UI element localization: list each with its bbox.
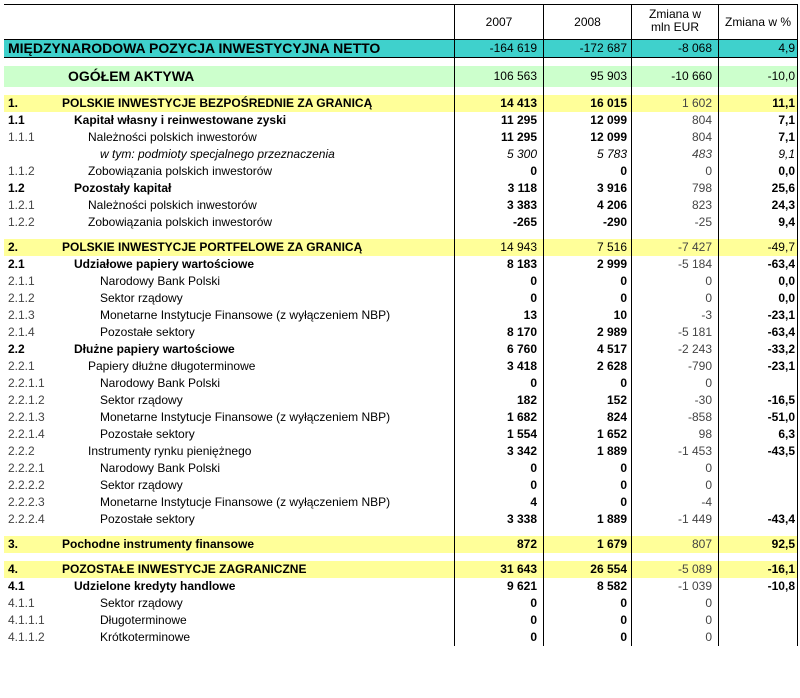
header-change-eur-line2: mln EUR — [650, 20, 699, 34]
value-2008: 16 015 — [544, 95, 632, 112]
investment-position-table — [4, 4, 798, 646]
value-2008: 0 — [544, 595, 632, 612]
table-row — [4, 273, 798, 290]
table-row — [4, 392, 798, 409]
row-number: 4.1.1 — [8, 596, 35, 610]
row-number: 3. — [8, 537, 19, 551]
table-row — [4, 375, 798, 392]
table-row — [4, 477, 798, 494]
table-row — [4, 511, 798, 528]
row-number: 2.1.3 — [8, 308, 35, 322]
table-row — [4, 129, 798, 146]
header-change-eur-line1: Zmiana w — [648, 7, 701, 21]
table-row — [4, 578, 798, 595]
value-change: -1 453 — [632, 443, 719, 460]
row-number: 4.1 — [8, 579, 25, 593]
row-number: 2.2.2 — [8, 444, 35, 458]
value-2007: 1 554 — [455, 426, 544, 443]
value-pct — [719, 477, 798, 494]
value-2007: 0 — [455, 375, 544, 392]
row-label: Instrumenty rynku pieniężnego — [58, 443, 455, 460]
value-pct — [719, 629, 798, 646]
value-2007: 31 643 — [455, 561, 544, 578]
value-2007: 5 300 — [455, 146, 544, 163]
value-2008: 12 099 — [544, 112, 632, 129]
row-label: POLSKIE INWESTYCJE BEZPOŚREDNIE ZA GRANICĄ — [58, 95, 455, 112]
value-pct: 7,1 — [719, 112, 798, 129]
header-desc-cell — [58, 5, 455, 39]
row-label: Pochodne instrumenty finansowe — [58, 536, 455, 553]
value-pct: -33,2 — [719, 341, 798, 358]
value-2008: 152 — [544, 392, 632, 409]
value-2007: 6 760 — [455, 341, 544, 358]
value-change: 483 — [632, 146, 719, 163]
value-2007: 3 418 — [455, 358, 544, 375]
value-2007: 0 — [455, 460, 544, 477]
row-label: Narodowy Bank Polski — [58, 375, 455, 392]
row-number: 2.2.1.4 — [8, 427, 45, 441]
net-position-2008: -172 687 — [544, 40, 632, 57]
value-change: 0 — [632, 460, 719, 477]
row-number: 2.2.1.1 — [8, 376, 45, 390]
value-2007: 0 — [455, 595, 544, 612]
table-row — [4, 494, 798, 511]
value-2008: 7 516 — [544, 239, 632, 256]
row-number: 1.2 — [8, 181, 25, 195]
value-pct: 0,0 — [719, 163, 798, 180]
value-pct: -43,4 — [719, 511, 798, 528]
value-pct: 92,5 — [719, 536, 798, 553]
row-label: Udzielone kredyty handlowe — [58, 578, 455, 595]
table-row — [4, 460, 798, 477]
value-2007: 9 621 — [455, 578, 544, 595]
value-change: 98 — [632, 426, 719, 443]
row-label: Narodowy Bank Polski — [58, 460, 455, 477]
value-pct: 25,6 — [719, 180, 798, 197]
value-2007: 0 — [455, 273, 544, 290]
row-number: 2. — [8, 240, 19, 254]
value-2008: 0 — [544, 163, 632, 180]
table-row — [4, 256, 798, 273]
total-assets-2007: 106 563 — [455, 66, 544, 87]
row-label: Należności polskich inwestorów — [58, 129, 455, 146]
table-row — [4, 324, 798, 341]
value-pct: -10,8 — [719, 578, 798, 595]
value-2008: 8 582 — [544, 578, 632, 595]
row-number: 2.2.2.1 — [8, 461, 45, 475]
table-row — [4, 239, 798, 256]
value-2008: 3 916 — [544, 180, 632, 197]
row-number: 4. — [8, 562, 19, 576]
value-pct: 0,0 — [719, 290, 798, 307]
value-change: 0 — [632, 375, 719, 392]
total-assets-label: OGÓŁEM AKTYWA — [58, 66, 455, 87]
value-pct: -51,0 — [719, 409, 798, 426]
value-2007: 11 295 — [455, 112, 544, 129]
value-2007: 0 — [455, 163, 544, 180]
value-change: -5 184 — [632, 256, 719, 273]
value-2007: 182 — [455, 392, 544, 409]
value-pct: 9,4 — [719, 214, 798, 231]
value-pct: 6,3 — [719, 426, 798, 443]
row-label: Krótkoterminowe — [58, 629, 455, 646]
value-change: 798 — [632, 180, 719, 197]
value-2008: 1 652 — [544, 426, 632, 443]
table-row — [4, 409, 798, 426]
value-change: -790 — [632, 358, 719, 375]
value-change: 0 — [632, 595, 719, 612]
row-number: 2.2.2.4 — [8, 512, 45, 526]
table-row — [4, 595, 798, 612]
value-2007: 8 183 — [455, 256, 544, 273]
row-number: 1. — [8, 96, 19, 110]
table-row — [4, 561, 798, 578]
row-label: Pozostałe sektory — [58, 426, 455, 443]
value-change: -5 089 — [632, 561, 719, 578]
row-number: 2.2.2.3 — [8, 495, 45, 509]
net-position-2007: -164 619 — [455, 40, 544, 57]
row-number: 4.1.1.2 — [8, 630, 45, 644]
row-number: 2.2.1 — [8, 359, 35, 373]
table-row — [4, 358, 798, 375]
value-pct: 0,0 — [719, 273, 798, 290]
row-number: 1.2.2 — [8, 215, 35, 229]
row-label: Długoterminowe — [58, 612, 455, 629]
value-2008: 0 — [544, 629, 632, 646]
value-2007: 3 342 — [455, 443, 544, 460]
row-number: 2.1 — [8, 257, 25, 271]
value-pct: -23,1 — [719, 307, 798, 324]
value-change: -1 449 — [632, 511, 719, 528]
value-change: 1 602 — [632, 95, 719, 112]
value-change: 804 — [632, 129, 719, 146]
value-2008: -290 — [544, 214, 632, 231]
row-label: Monetarne Instytucje Finansowe (z wyłączeniem NBP) — [58, 307, 455, 324]
total-assets-pct: -10,0 — [719, 66, 798, 87]
value-2007: 11 295 — [455, 129, 544, 146]
value-2008: 1 679 — [544, 536, 632, 553]
value-2007: 14 413 — [455, 95, 544, 112]
value-change: 0 — [632, 612, 719, 629]
table-row — [4, 290, 798, 307]
row-label: Należności polskich inwestorów — [58, 197, 455, 214]
value-change: -30 — [632, 392, 719, 409]
table-row — [4, 180, 798, 197]
net-position-row — [4, 39, 798, 58]
header-num-cell — [4, 5, 58, 39]
value-change: -25 — [632, 214, 719, 231]
value-2008: 2 989 — [544, 324, 632, 341]
row-number: 1.1.2 — [8, 164, 35, 178]
value-pct: -16,1 — [719, 561, 798, 578]
value-pct: -16,5 — [719, 392, 798, 409]
value-change: 0 — [632, 163, 719, 180]
spacer — [4, 231, 798, 239]
table-row — [4, 197, 798, 214]
value-2008: 4 517 — [544, 341, 632, 358]
value-2008: 0 — [544, 375, 632, 392]
value-change: -1 039 — [632, 578, 719, 595]
row-label: w tym: podmioty specjalnego przeznaczenia — [58, 146, 455, 163]
value-2008: 0 — [544, 290, 632, 307]
value-pct: 7,1 — [719, 129, 798, 146]
value-change: -5 181 — [632, 324, 719, 341]
value-2007: 8 170 — [455, 324, 544, 341]
value-pct: -63,4 — [719, 324, 798, 341]
value-change: 0 — [632, 273, 719, 290]
row-label: Monetarne Instytucje Finansowe (z wyłączeniem NBP) — [58, 494, 455, 511]
value-2007: 872 — [455, 536, 544, 553]
value-2008: 12 099 — [544, 129, 632, 146]
value-2008: 26 554 — [544, 561, 632, 578]
row-label: Udziałowe papiery wartościowe — [58, 256, 455, 273]
table-row — [4, 612, 798, 629]
row-number: 1.1 — [8, 113, 25, 127]
spacer — [4, 553, 798, 561]
net-position-label: MIĘDZYNARODOWA POZYCJA INWESTYCYJNA NETTO — [4, 40, 455, 57]
value-2008: 0 — [544, 494, 632, 511]
row-label: Sektor rządowy — [58, 290, 455, 307]
value-pct: -63,4 — [719, 256, 798, 273]
table-row — [4, 163, 798, 180]
header-2007: 2007 — [455, 5, 544, 39]
value-2007: 1 682 — [455, 409, 544, 426]
header-change-pct: Zmiana w % — [719, 5, 798, 39]
row-label: Zobowiązania polskich inwestorów — [58, 214, 455, 231]
value-change: 0 — [632, 477, 719, 494]
row-label: Monetarne Instytucje Finansowe (z wyłączeniem NBP) — [58, 409, 455, 426]
value-2007: 4 — [455, 494, 544, 511]
value-pct — [719, 595, 798, 612]
row-label: Papiery dłużne długoterminowe — [58, 358, 455, 375]
value-pct: 9,1 — [719, 146, 798, 163]
value-pct — [719, 494, 798, 511]
value-change: 0 — [632, 629, 719, 646]
row-label: Dłużne papiery wartościowe — [58, 341, 455, 358]
header-row — [4, 4, 798, 39]
value-2007: 14 943 — [455, 239, 544, 256]
net-position-change: -8 068 — [632, 40, 719, 57]
table-row — [4, 443, 798, 460]
value-pct — [719, 375, 798, 392]
value-2008: 0 — [544, 612, 632, 629]
table-row — [4, 341, 798, 358]
row-number: 2.2.1.2 — [8, 393, 45, 407]
value-change: 0 — [632, 290, 719, 307]
value-2008: 4 206 — [544, 197, 632, 214]
value-change: -3 — [632, 307, 719, 324]
row-label: Pozostałe sektory — [58, 324, 455, 341]
row-label: POZOSTAŁE INWESTYCJE ZAGRANICZNE — [58, 561, 455, 578]
value-2008: 0 — [544, 273, 632, 290]
row-number: 2.1.2 — [8, 291, 35, 305]
table-row — [4, 214, 798, 231]
total-assets-change: -10 660 — [632, 66, 719, 87]
value-2007: 0 — [455, 290, 544, 307]
total-assets-row — [4, 66, 798, 87]
value-2008: 1 889 — [544, 443, 632, 460]
value-2007: 3 383 — [455, 197, 544, 214]
value-change: -4 — [632, 494, 719, 511]
value-2008: 10 — [544, 307, 632, 324]
row-label: POLSKIE INWESTYCJE PORTFELOWE ZA GRANICĄ — [58, 239, 455, 256]
value-2008: 5 783 — [544, 146, 632, 163]
value-2008: 1 889 — [544, 511, 632, 528]
value-pct: 11,1 — [719, 95, 798, 112]
value-change: -2 243 — [632, 341, 719, 358]
table-row — [4, 307, 798, 324]
row-number: 2.2.2.2 — [8, 478, 45, 492]
data-rows — [4, 87, 798, 646]
header-change-eur — [632, 5, 719, 39]
value-change: -858 — [632, 409, 719, 426]
row-number: 4.1.1.1 — [8, 613, 45, 627]
row-label: Sektor rządowy — [58, 595, 455, 612]
value-pct: -43,5 — [719, 443, 798, 460]
row-label: Zobowiązania polskich inwestorów — [58, 163, 455, 180]
table-row — [4, 536, 798, 553]
row-number: 2.1.4 — [8, 325, 35, 339]
row-label: Pozostałe sektory — [58, 511, 455, 528]
row-number: 2.2.1.3 — [8, 410, 45, 424]
value-change: 823 — [632, 197, 719, 214]
spacer — [4, 58, 798, 66]
table-row — [4, 112, 798, 129]
value-2008: 2 628 — [544, 358, 632, 375]
row-label: Kapitał własny i reinwestowane zyski — [58, 112, 455, 129]
value-2008: 0 — [544, 477, 632, 494]
value-2007: 3 338 — [455, 511, 544, 528]
value-change: -7 427 — [632, 239, 719, 256]
value-2008: 824 — [544, 409, 632, 426]
row-label: Sektor rządowy — [58, 392, 455, 409]
header-2008: 2008 — [544, 5, 632, 39]
value-change: 807 — [632, 536, 719, 553]
table-row — [4, 146, 798, 163]
value-pct: -49,7 — [719, 239, 798, 256]
row-number: 1.1.1 — [8, 130, 35, 144]
row-number — [4, 146, 58, 163]
total-assets-2008: 95 903 — [544, 66, 632, 87]
value-2007: -265 — [455, 214, 544, 231]
value-2007: 3 118 — [455, 180, 544, 197]
table-row — [4, 629, 798, 646]
row-number: 2.1.1 — [8, 274, 35, 288]
table-row — [4, 95, 798, 112]
value-pct — [719, 612, 798, 629]
spacer — [4, 87, 798, 95]
row-label: Narodowy Bank Polski — [58, 273, 455, 290]
row-number: 2.2 — [8, 342, 25, 356]
table-row — [4, 426, 798, 443]
value-pct: 24,3 — [719, 197, 798, 214]
row-label: Pozostały kapitał — [58, 180, 455, 197]
value-2007: 0 — [455, 629, 544, 646]
value-2007: 0 — [455, 477, 544, 494]
value-pct — [719, 460, 798, 477]
spacer — [4, 528, 798, 536]
value-2007: 13 — [455, 307, 544, 324]
value-2007: 0 — [455, 612, 544, 629]
net-position-pct: 4,9 — [719, 40, 798, 57]
value-2008: 0 — [544, 460, 632, 477]
value-pct: -23,1 — [719, 358, 798, 375]
row-label: Sektor rządowy — [58, 477, 455, 494]
value-2008: 2 999 — [544, 256, 632, 273]
row-number: 1.2.1 — [8, 198, 35, 212]
value-change: 804 — [632, 112, 719, 129]
